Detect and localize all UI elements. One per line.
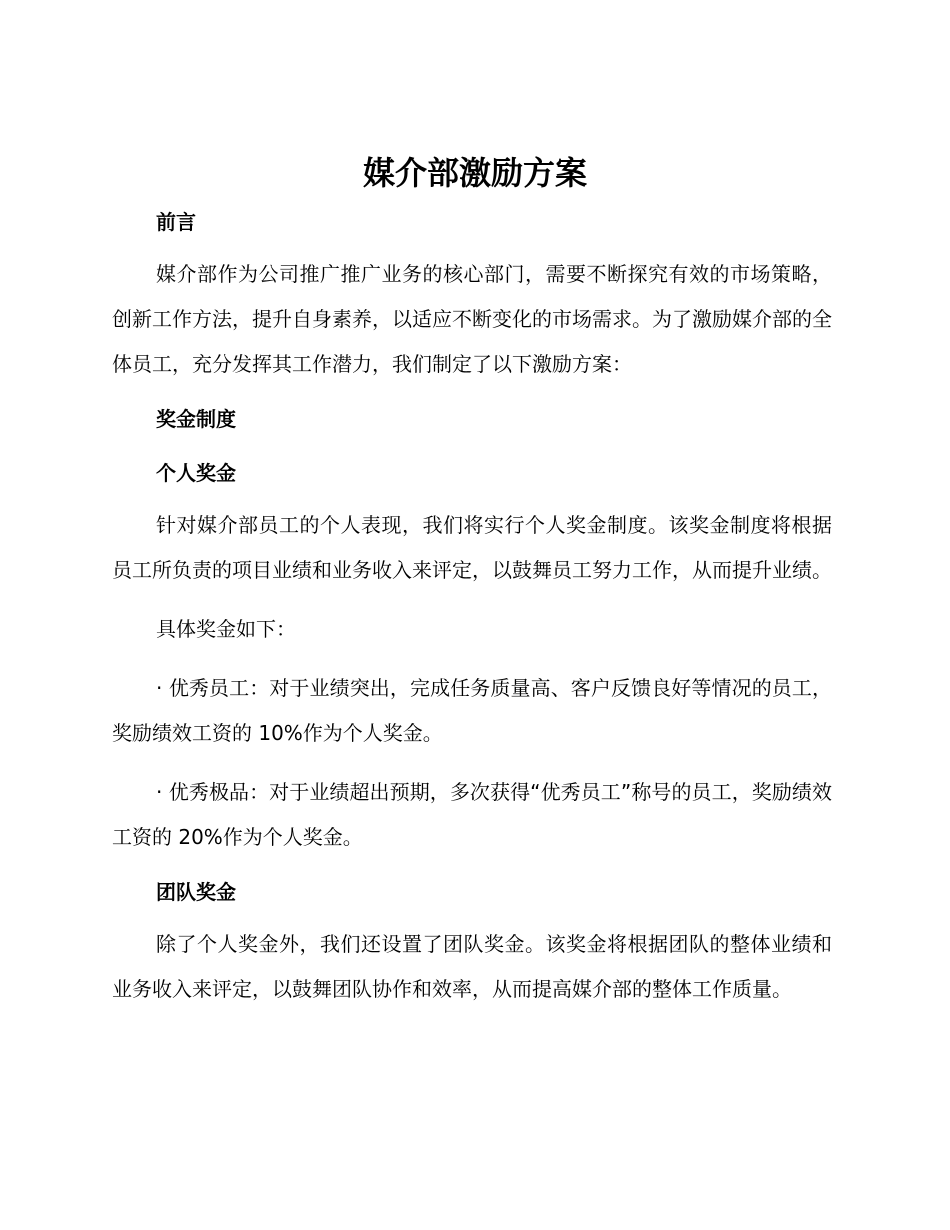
paragraph-personal-bonus: 针对媒介部员工的个人表现，我们将实行个人奖金制度。该奖金制度将根据员工所负责的项目业绩和业务收入来评定，以鼓舞员工努力工作，从而提升业绩。 xyxy=(112,513,832,582)
section-heading-team-bonus: 团队奖金 xyxy=(156,880,236,904)
paragraph-team-bonus: 除了个人奖金外，我们还设置了团队奖金。该奖金将根据团队的整体业绩和业务收入来评定，以鼓舞团队协作和效率，从而提高媒介部的整体工作质量。 xyxy=(112,932,832,1001)
paragraph-preface: 媒介部作为公司推广推广业务的核心部门，需要不断探究有效的市场策略，创新工作方法，提升自身素养，以适应不断变化的市场需求。为了激励媒介部的全体员工，充分发挥其工作潜力，我们制定了以下激励方案： xyxy=(112,262,832,376)
section-heading-bonus-system: 奖金制度 xyxy=(156,407,236,431)
document-body xyxy=(112,204,832,1012)
document-title: 媒介部激励方案 xyxy=(362,154,587,192)
section-heading-preface: 前言 xyxy=(156,210,196,234)
bullet-item-excellent-top: · 优秀极品：对于业绩超出预期，多次获得“优秀员工”称号的员工，奖励绩效工资的 20%作为个人奖金。 xyxy=(112,780,832,849)
paragraph-details-intro: 具体奖金如下： xyxy=(156,617,296,641)
bullet-item-excellent-employee: · 优秀员工：对于业绩突出，完成任务质量高、客户反馈良好等情况的员工，奖励绩效工资的 10%作为个人奖金。 xyxy=(112,676,832,745)
section-heading-personal-bonus: 个人奖金 xyxy=(156,461,236,485)
